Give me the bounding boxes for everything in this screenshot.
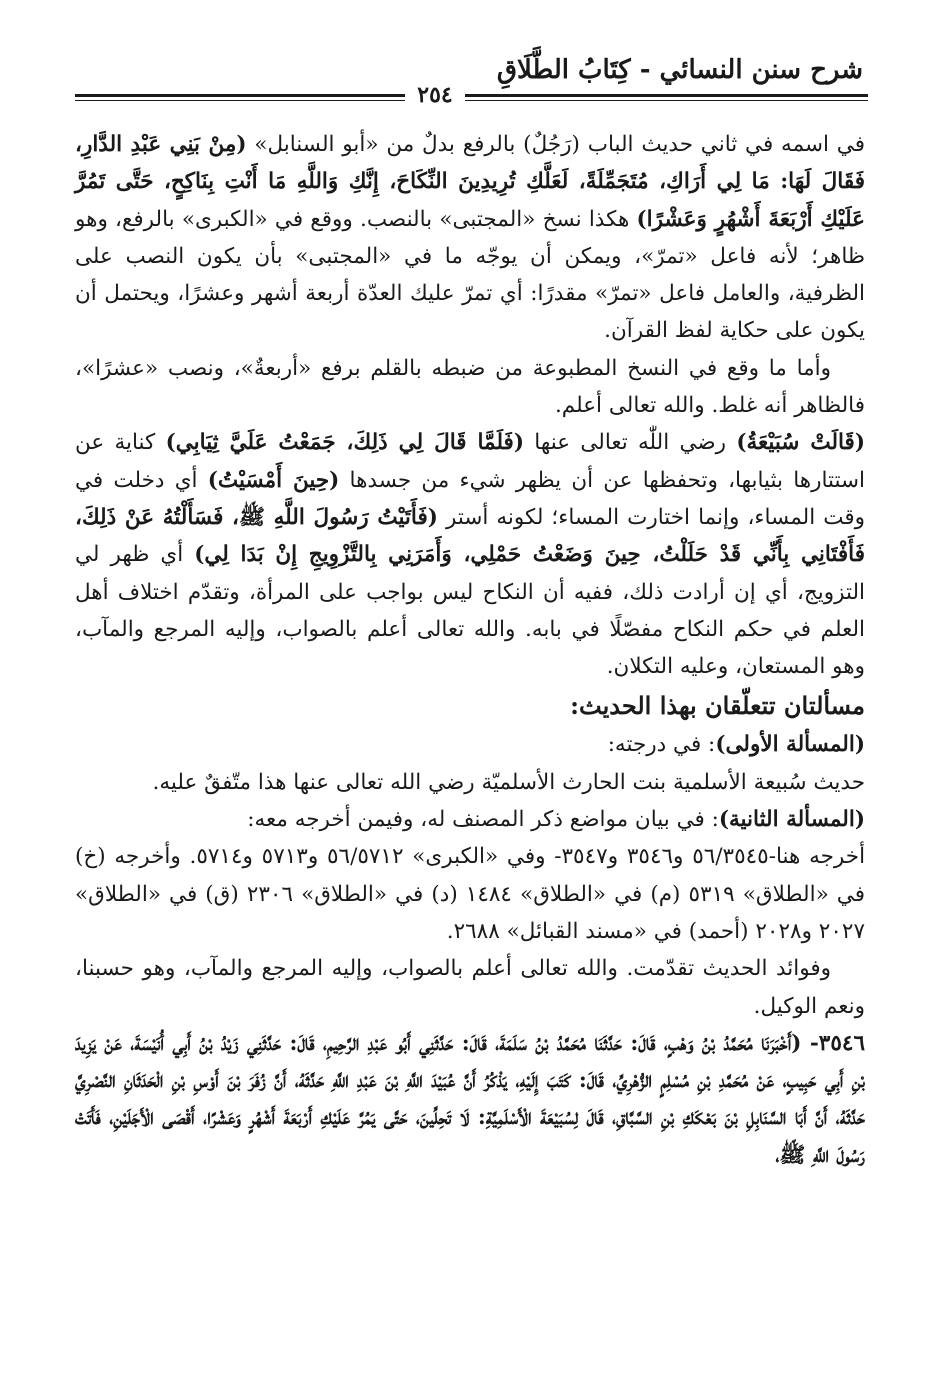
bold-run: (المسألة الأولى) xyxy=(715,732,865,758)
body-paragraph xyxy=(75,764,865,801)
bold-run: (قَالَتْ سُبَيْعَةُ) xyxy=(736,430,866,456)
text-run: : في درجته: xyxy=(607,732,716,758)
bold-run: (مِنْ بَنِي عَبْدِ الدَّارِ، فَقَالَ لَهَا: مَا لِي أَرَاكِ، مُتَجَمِّلَةً، لَعَلَّكِ تُرِيدِينَ النِّكَاحَ، إِنَّكِ وَاللَّهِ مَا أَنْتِ بِنَاكِحٍ، حَتَّى تَمُرَّ عَلَيْكِ أَرْبَعَةَ أَشْهُرٍ وَعَشْرًا) xyxy=(75,132,865,232)
body-paragraph xyxy=(75,950,865,1025)
bold-run: (فَأَتَيْتُ رَسُولَ اللَّهِ ﷺ، فَسَأَلْتُهُ عَنْ ذَلِكَ، فَأَفْتَانِي بِأَنِّي قَدْ حَلَلْتُ، حِينَ وَضَعْتُ حَمْلِي، وَأَمَرَنِي بِالتَّزْوِيجِ إِنْ بَدَا لِي) xyxy=(75,504,865,568)
bold-run: (المسألة الثانية) xyxy=(718,807,865,833)
running-title: شرح سنن النسائي - كِتَابُ الطَّلَاقِ xyxy=(496,55,863,85)
text-run: أي ظهر لي التزويج، أي إن أرادت ذلك، ففيه أن النكاح ليس بواجب على المرأة، وتقدّم اختلاف أهل العلم في حكم النكاح مفصّلًا في بابه. والله تعالى أعلم بالصواب، وإليه المرجع والمآب، وهو المستعان، وعليه التكلان. xyxy=(75,542,865,680)
body-paragraph xyxy=(75,126,865,350)
text-run: حديث سُبيعة الأسلمية بنت الحارث الأسلميّة رضي الله تعالى عنها هذا متّفقٌ عليه. xyxy=(152,769,865,795)
body-paragraph xyxy=(75,726,865,763)
body-paragraph xyxy=(75,801,865,838)
body-paragraph xyxy=(75,838,865,950)
text-run: كناية عن استتارها بثيابها، وتحفظها عن أن يظهر شيء من جسدها xyxy=(75,430,865,493)
text-run: رضي اللّٰه تعالى عنها xyxy=(524,430,737,456)
section-heading xyxy=(75,685,865,726)
text-run: وأما ما وقع في النسخ المطبوعة من ضبطه بالقلم برفع «أربعةٌ»، ونصب «عشرًا»، فالظاهر أنه غلط. والله تعالى أعلم. xyxy=(75,355,865,419)
text-run: أخرجه هنا-٥٦/٣٥٤٥ و٣٥٤٦ و٣٥٤٧- وفي «الكبرى» ٥٦/٥٧١٢ و٥٧١٣ و٥٧١٤. وأخرجه (خ) في «الطلاق» ٥٣١٩ (م) في «الطلاق» ١٤٨٤ (د) في «الطلاق» ٢٣٠٦ (ق) في «الطلاق» ٢٠٢٧ و٢٠٢٨ (أحمد) في «مسند القبائل» ٢٦٨٨. xyxy=(75,844,866,944)
bold-run: ٣٥٤٦- (أَخْبَرَنَا مُحَمَّدُ بْنُ وَهْبٍ، قَالَ: حَدَّثَنَا مُحَمَّدُ بْنُ سَلَمَةَ، قَالَ: حَدَّثَنِي أَبُو عَبْدِ الرَّحِيمِ، قَالَ: حَدَّثَنِي زَيْدُ بْنُ أَبِي أُنَيْسَةَ، عَنْ يَزِيدَ بْنِ أَبِي حَبِيبٍ، عَنْ مُحَمَّدِ بْنِ مُسْلِمٍ الزُّهْرِيِّ، قَالَ: كَتَبَ إِلَيْهِ، يَذْكُرُ أَنَّ عُبَيْدَ اللَّهِ بْنَ عَبْدِ اللَّهِ حَدَّثَهُ، أَنَّ زُفَرَ بْنَ أَوْسِ بْنِ الْحَدَثَانِ النَّصْرِيَّ حَدَّثَهُ، أَنَّ أَبَا السَّنَابِلِ بْنَ بَعْكَكِ بْنِ السَّبَّاقِ، قَالَ لِسُبَيْعَةَ الْأَسْلَمِيَّةِ: لَا تَحِلِّينَ، حَتَّى يَمُرَّ عَلَيْكِ أَرْبَعَةَ أَشْهُرٍ وَعَشْرًا، أَقْصَى الْأَجَلَيْنِ، فَأَتَتْ رَسُولَ اللَّهِ ﷺ، xyxy=(75,1030,865,1168)
text-run: وفوائد الحديث تقدّمت. والله تعالى أعلم بالصواب، وإليه المرجع والمآب، وهو حسبنا، ونعم الوكيل. xyxy=(75,956,865,1019)
body-paragraph xyxy=(75,350,865,425)
body-text xyxy=(75,126,865,1174)
text-run: : في بيان مواضع ذكر المصنف له، وفيمن أخرجه معه: xyxy=(247,807,719,833)
text-run: مسألتان تتعلّقان بهذا الحديث: xyxy=(570,691,865,721)
hadith-paragraph xyxy=(75,1025,865,1174)
page-number: ٢٥٤ xyxy=(405,82,464,108)
text-run: هكذا نسخ «المجتبى» بالنصب. ووقع في «الكبرى» بالرفع، وهو ظاهر؛ لأنه فاعل «تمرّ»، ويمكن أن يوجّه ما في «المجتبى» بأن يكون النصب على الظرفية، والعامل فاعل «تمرّ» مقدرًا: أي تمرّ عليك العدّة أربعة أشهر وعشرًا، ويحتمل أن يكون على حكاية لفظ القرآن. xyxy=(75,206,865,344)
bold-run: (فَلَمَّا قَالَ لِي ذَلِكَ، جَمَعْتُ عَلَيَّ ثِيَابِي) xyxy=(165,430,525,456)
bold-run: (حِينَ أَمْسَيْتُ) xyxy=(207,467,340,493)
text-run: أي دخلت في وقت المساء، وإنما اختارت المساء؛ لكونه أستر xyxy=(75,467,865,530)
text-run: في اسمه في ثاني حديث الباب (رَجُلٌ) بالرفع بدلٌ من «أبو السنابل» xyxy=(246,132,865,157)
body-paragraph xyxy=(75,424,865,685)
page-number-wrap xyxy=(0,82,870,108)
